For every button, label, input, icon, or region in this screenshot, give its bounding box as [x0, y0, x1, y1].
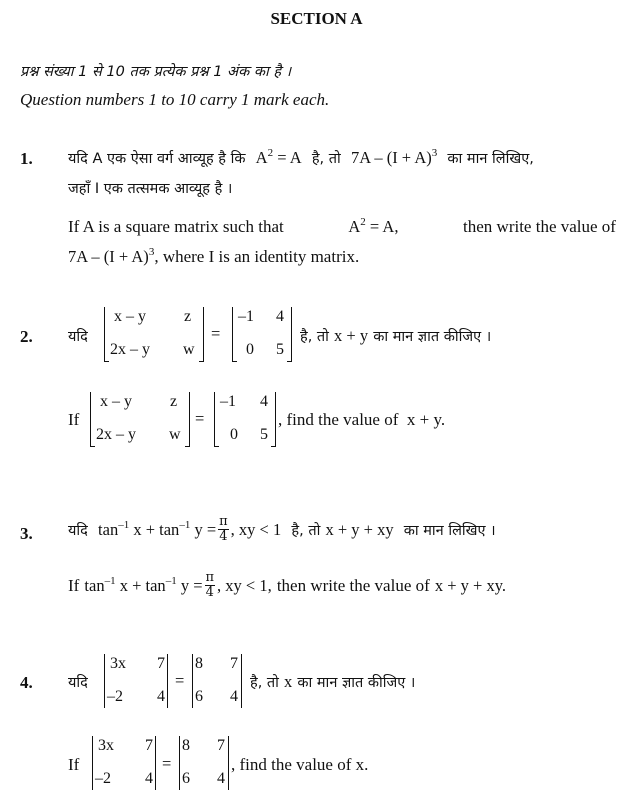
hindi-prefix: यदि [68, 329, 88, 345]
instruction-english: Question numbers 1 to 10 carry 1 mark each. [20, 90, 330, 109]
determinant-left: 3x 7 –2 4 [92, 734, 156, 792]
question-3-hindi: यदि $\tan^{-1} x + \tan^{-1} y$ = $\frac{\pi}{4}$ , xy < 1 है, तो x + y + xy का मान लिखिए । [68, 514, 496, 544]
question-number: 1. [20, 149, 33, 168]
matrix-right: –1 4 0 5 [214, 390, 276, 447]
matrix-left: x – y z 2x – y w [90, 390, 190, 447]
question-number: 4. [20, 673, 33, 692]
instruction-hindi: प्रश्न संख्या 1 से 10 तक प्रत्येक प्रश्न 1 अंक का है । [20, 64, 292, 80]
hindi-prefix: यदि [68, 675, 88, 691]
question-1-hindi-line-2: जहाँ I एक तत्समक आव्यूह है । [68, 181, 233, 197]
question-1-hindi-line-1: यदि A एक ऐसा वर्ग आव्यूह है कि $A^2 = A$ है, तो $7A - (I + A)^3$ का मान लिखिए, [68, 147, 534, 167]
determinant-right: 8 7 6 4 [192, 652, 242, 710]
question-3-english: If $\tan^{-1} x + \tan^{-1} y$ = $\frac{\pi}{4}$ , xy < 1, then write the value of x + y + xy. [68, 570, 507, 600]
hindi-suffix: है, तो x + y का मान ज्ञात कीजिए । [300, 326, 492, 345]
pi-over-4-fraction: $\frac{\pi}{4}$ [205, 570, 215, 600]
english-suffix: , find the value of x + y. [278, 410, 446, 429]
question-number: 2. [20, 327, 33, 346]
section-title: SECTION A [270, 9, 363, 28]
pi-over-4-fraction: $\frac{\pi}{4}$ [219, 514, 228, 544]
english-prefix: If [68, 755, 80, 774]
matrix-left: x – y z 2x – y w [104, 305, 204, 362]
question-1-english-line-2: $7A - (I + A)^3$, where I is an identity matrix. [68, 246, 360, 266]
question-number: 3. [20, 524, 33, 543]
english-prefix: If [68, 410, 80, 429]
english-suffix: , find the value of x. [231, 755, 369, 774]
hindi-suffix: है, तो x का मान ज्ञात कीजिए । [250, 672, 416, 691]
determinant-left: 3x 7 –2 4 [104, 652, 168, 710]
question-1-english-line-1: If A is a square matrix such that $A^2 = A$, then write the value of [68, 216, 616, 236]
matrix-right: –1 4 0 5 [232, 305, 292, 362]
determinant-right: 8 7 6 4 [179, 734, 229, 792]
